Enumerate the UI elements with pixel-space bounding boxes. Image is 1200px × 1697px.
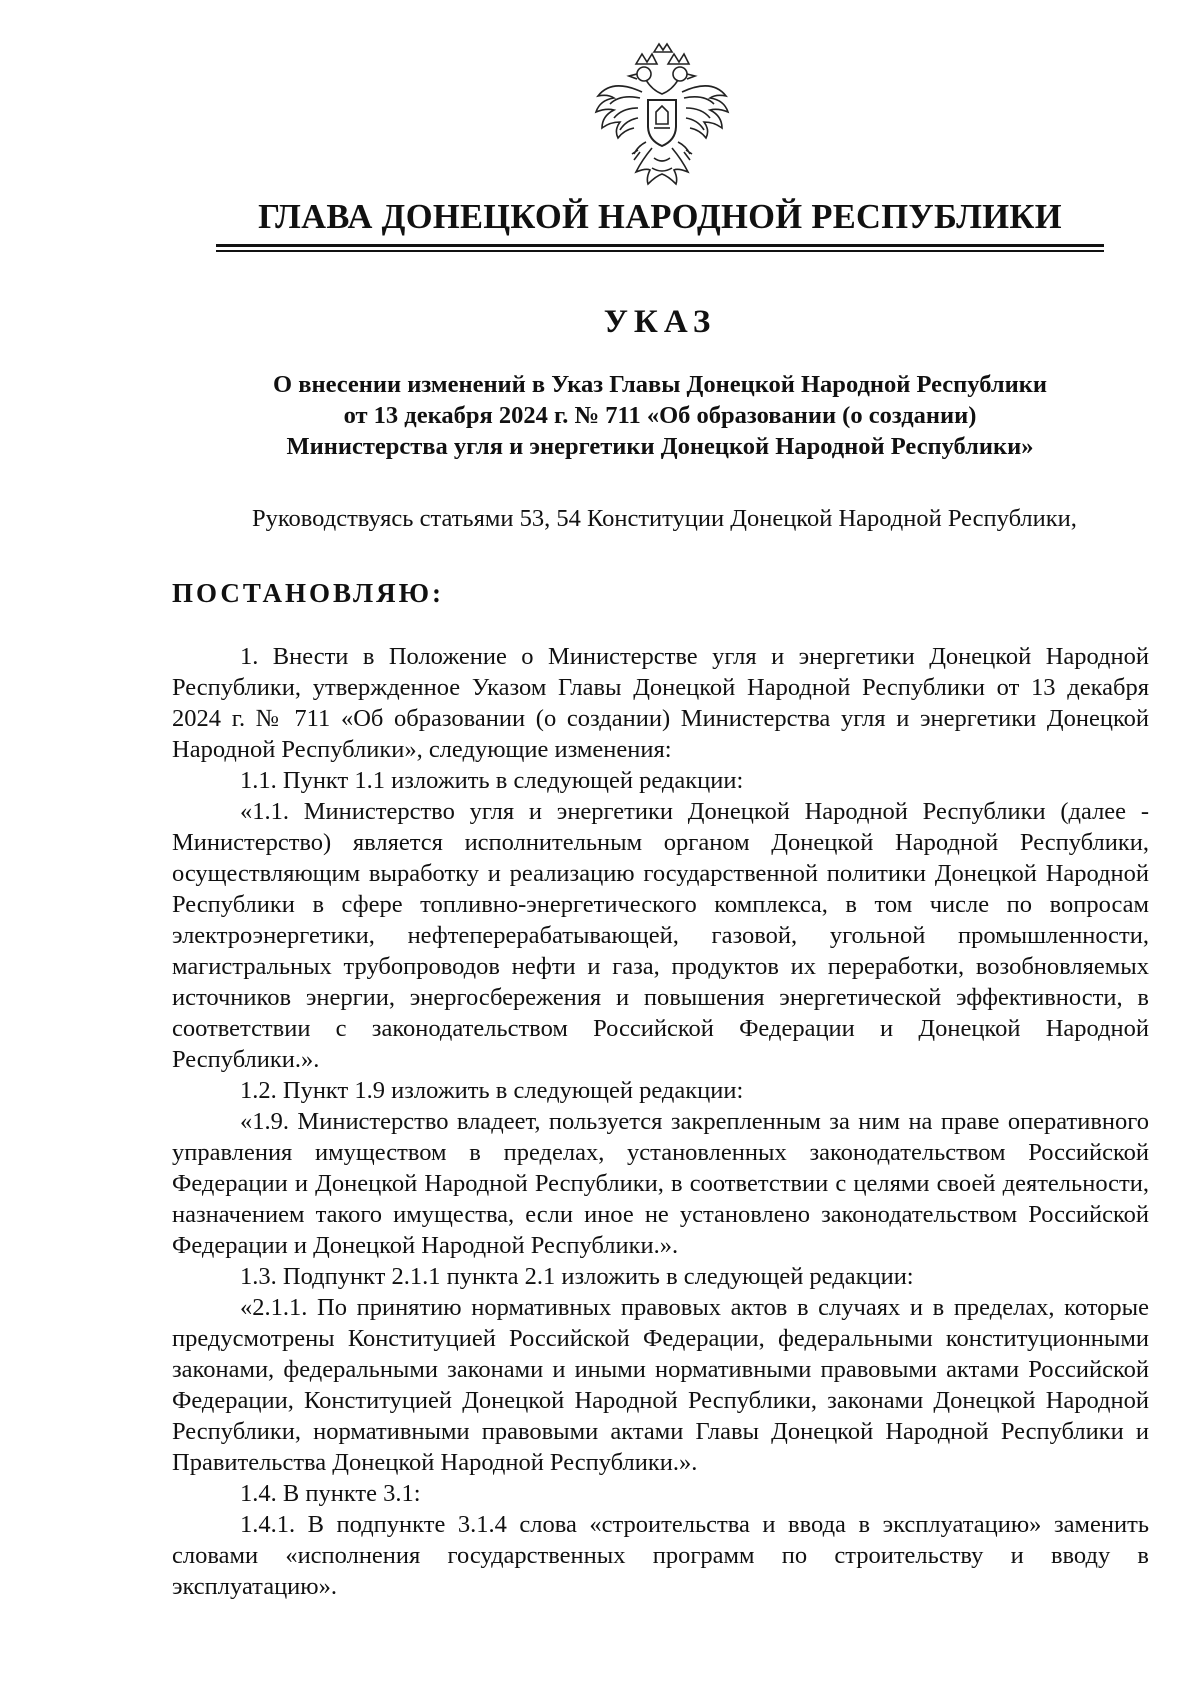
- paragraph-1-4: 1.4. В пункте 3.1:: [240, 1480, 421, 1507]
- coat-of-arms-eagle-icon: [590, 42, 735, 192]
- paragraph-1-1-text: «1.1. Министерство угля и энергетики Донецкой Народной Республики (далее - Министерство) является исполнительным органом Донецкой Народной Республики, осуществляющим выработку и реализацию государственной политики Донецкой Народной Республики в сфере топливно-энергетического комплекса, в том числе по вопросам электроэнергетики, нефтеперерабатывающей, газовой, угольной промышленности, магистральных трубопроводов нефти и газа, продуктов их переработки, возобновляемых источников энергии, энергосбережения и повышения энергетической эффективности, в соответствии с законодательством Российской Федерации и Донецкой Народной Республики.».: [172, 798, 1149, 1073]
- document-body: [172, 641, 1149, 1602]
- paragraph-1-2-text: «1.9. Министерство владеет, пользуется закрепленным за ним на праве оперативного управления имуществом в пределах, установленных законодательством Российской Федерации и Донецкой Народной Республики, в соответствии с целями своей деятельности, назначением такого имущества, если иное не установлено законодательством Российской Федерации и Донецкой Народной Республики.».: [172, 1108, 1149, 1259]
- document-title-line: Министерства угля и энергетики Донецкой Народной Республики»: [286, 433, 1034, 460]
- issuing-authority-heading: ГЛАВА ДОНЕЦКОЙ НАРОДНОЙ РЕСПУБЛИКИ: [258, 198, 1062, 236]
- preamble: Руководствуясь статьями 53, 54 Конституции Донецкой Народной Республики,: [252, 505, 1077, 532]
- header-rule-thick: [216, 244, 1104, 247]
- document-type: УКАЗ: [603, 304, 717, 340]
- decree-heading: ПОСТАНОВЛЯЮ:: [172, 578, 444, 608]
- header-rule-thin: [216, 250, 1104, 252]
- paragraph-1-1: 1.1. Пункт 1.1 изложить в следующей редакции:: [240, 767, 744, 794]
- document-title-line: О внесении изменений в Указ Главы Донецкой Народной Республики: [273, 371, 1047, 398]
- document-title: [200, 369, 1120, 462]
- paragraph-1-3-text: «2.1.1. По принятию нормативных правовых актов в случаях и в пределах, которые предусмотрены Конституцией Российской Федерации, федеральными конституционными законами, федеральными законами и иными нормативными правовыми актами Российской Федерации, Конституцией Донецкой Народной Республики, законами Донецкой Народной Республики, нормативными правовыми актами Главы Донецкой Народной Республики и Правительства Донецкой Народной Республики.».: [172, 1294, 1149, 1476]
- paragraph-1-3: 1.3. Подпункт 2.1.1 пункта 2.1 изложить в следующей редакции:: [240, 1263, 914, 1290]
- paragraph-1-2: 1.2. Пункт 1.9 изложить в следующей редакции:: [240, 1077, 744, 1104]
- document-title-line: от 13 декабря 2024 г. № 711 «Об образовании (о создании): [343, 402, 977, 429]
- paragraph-1-4-1: 1.4.1. В подпункте 3.1.4 слова «строительства и ввода в эксплуатацию» заменить словами «исполнения государственных программ по строительству и вводу в эксплуатацию».: [172, 1511, 1149, 1600]
- paragraph-1: 1. Внести в Положение о Министерстве угля и энергетики Донецкой Народной Республики, утвержденное Указом Главы Донецкой Народной Республики от 13 декабря 2024 г. № 711 «Об образовании (о создании) Министерства угля и энергетики Донецкой Народной Республики», следующие изменения:: [172, 643, 1149, 763]
